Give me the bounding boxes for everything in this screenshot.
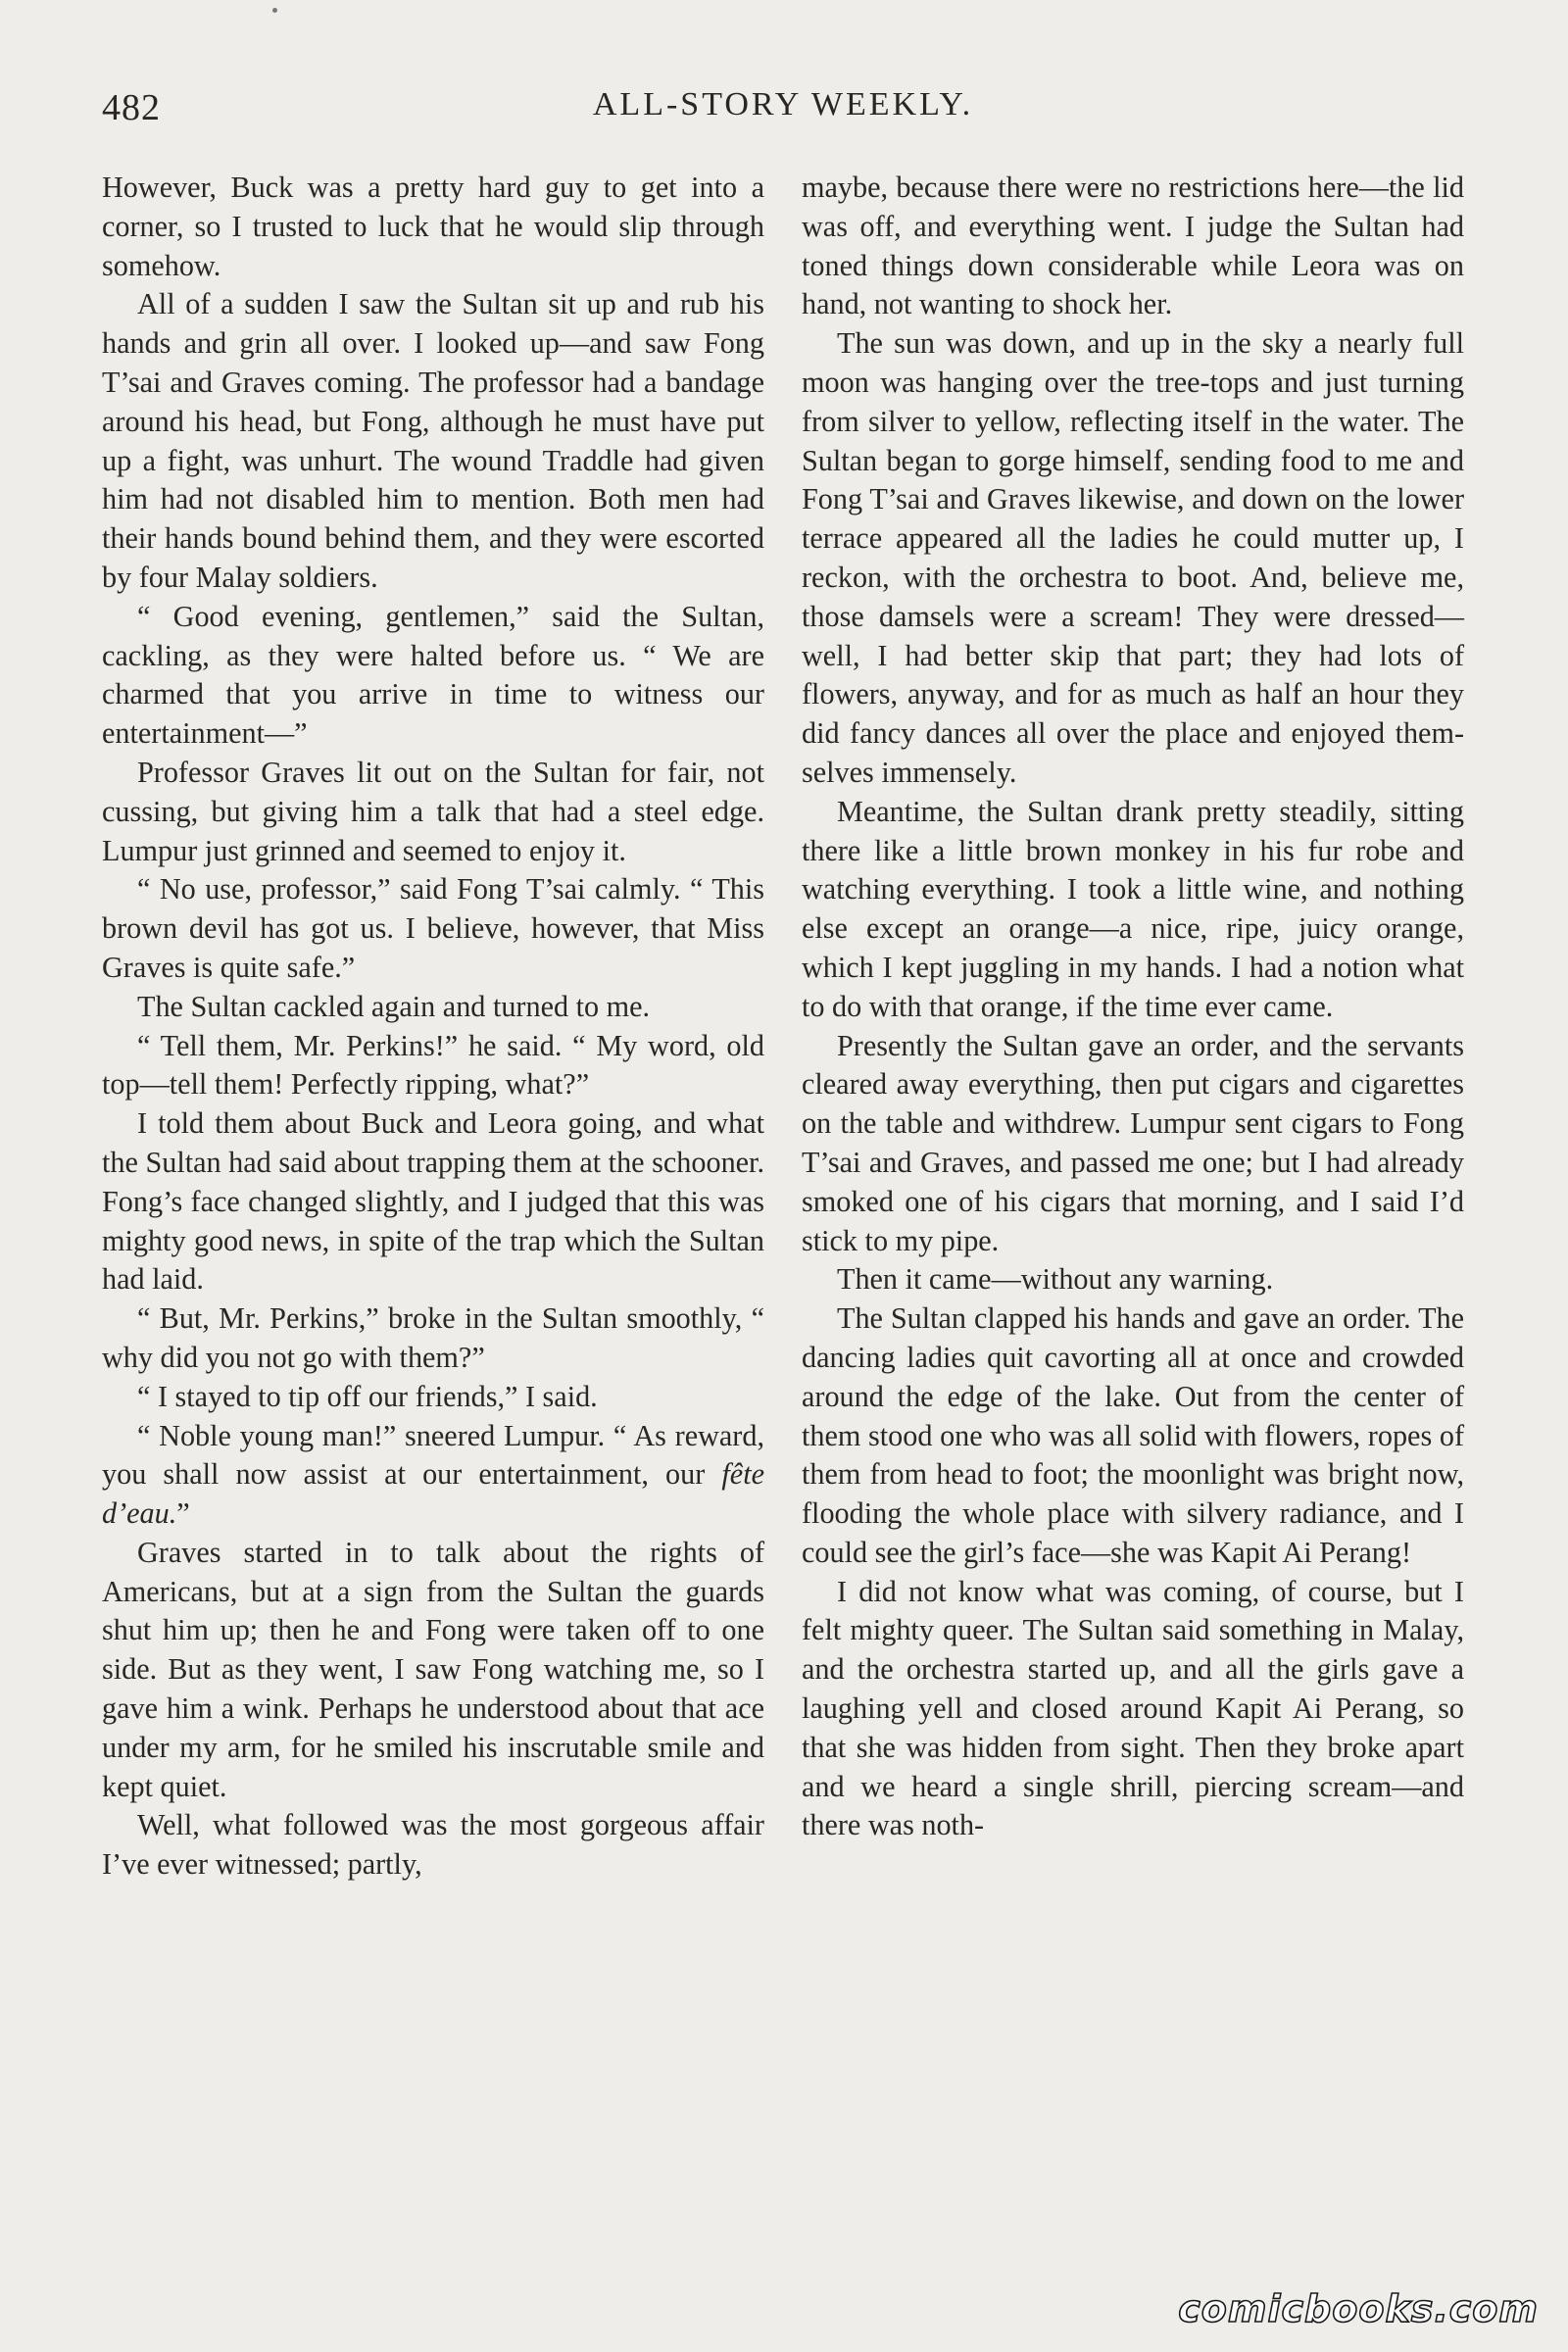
paragraph — [802, 1573, 1464, 1846]
paragraph-text: “ Good evening, gentlemen,” said the Sultan, cackling, as they were halted before us. “ We are charmed that you arrive in time to witness our entertainment—” — [102, 599, 764, 751]
paragraph — [102, 169, 764, 285]
page-header — [102, 86, 1464, 145]
paragraph — [802, 1260, 1464, 1299]
paragraph — [102, 1299, 764, 1378]
paragraph-text: Then it came—without any warning. — [837, 1262, 1274, 1297]
text-columns — [102, 169, 1464, 2256]
paragraph-text: “ I stayed to tip off our friends,” I said. — [137, 1379, 598, 1413]
paragraph-text: The Sultan clapped his hands and gave an order. The dancing ladies quit cavorting all at once and crowded around the edge of the lake. Out from the center of them stood one who was all solid with flowers, ropes of them from head to foot; the moonlight was bright now, flooding the whole place with silvery radiance, and I could see the girl’s face—she was Kapit Ai Perang! — [802, 1301, 1464, 1569]
paragraph — [802, 324, 1464, 793]
paragraph-text: “ Tell them, Mr. Perkins!” he said. “ My word, old top—tell them! Perfectly ripping, what?” — [102, 1028, 764, 1102]
right-column — [802, 169, 1464, 2256]
paragraph — [102, 598, 764, 754]
paragraph — [102, 754, 764, 870]
italic-phrase: fête d’eau. — [102, 1457, 764, 1531]
print-speck — [272, 8, 277, 13]
paragraph — [102, 870, 764, 987]
page-number: 482 — [102, 87, 161, 128]
paragraph — [102, 1534, 764, 1807]
paragraph-text: maybe, because there were no restrictions here—the lid was off, and everything went. I judge the Sultan had toned things down considerable while Leora was on hand, not wanting to shock her. — [802, 171, 1464, 321]
left-column — [102, 169, 764, 2256]
paragraph-text: “ Noble young man!” sneered Lumpur. “ As reward, you shall now assist at our entertainment, our — [102, 1418, 764, 1492]
paragraph — [802, 1027, 1464, 1261]
paragraph — [102, 1417, 764, 1534]
paragraph — [102, 1378, 764, 1417]
paragraph-text: “ But, Mr. Perkins,” broke in the Sultan smoothly, “ why did you not go with them?” — [102, 1301, 764, 1374]
paragraph — [102, 1806, 764, 1885]
paragraph-text: The Sultan cackled again and turned to me. — [137, 989, 651, 1023]
paragraph — [102, 988, 764, 1027]
paragraph-text: Professor Graves lit out on the Sultan for fair, not cussing, but giving him a talk that had a steel edge. Lumpur just grinned and seemed to enjoy it. — [102, 755, 764, 867]
closing-quote: ” — [176, 1496, 190, 1531]
paragraph-text: “ No use, professor,” said Fong T’sai calmly. “ This brown devil has got us. I believe, however, that Miss Graves is quite safe.” — [102, 872, 764, 984]
paragraph-text: All of a sudden I saw the Sultan sit up and rub his hands and grin all over. I looked up—and saw Fong T’sai and Graves coming. The professor had a bandage around his head, but Fong, although he must have put up a fight, was unhurt. The wound Traddle had given him had not disabled him to mention. Both men had their hands bound behind them, and they were escorted by four Malay soldiers. — [102, 287, 764, 594]
paragraph — [102, 1027, 764, 1105]
paragraph-text: However, Buck was a pretty hard guy to get into a corner, so I trusted to luck that he would slip through somehow. — [102, 171, 764, 282]
paragraph — [802, 169, 1464, 324]
paragraph-text: Meantime, the Sultan drank pretty steadily, sitting there like a little brown monkey in his fur robe and watching everything. I took a little wine, and nothing else except an orange—a nice, ripe, juicy orange, which I kept juggling in my hands. I had a notion what to do with that orange, if the time ever came. — [802, 794, 1464, 1023]
paragraph-text: Presently the Sultan gave an order, and the servants cleared away everything, then put cigars and cigarettes on the table and withdrew. Lumpur sent cigars to Fong T’sai and Graves, and passed me one; but I had already smoked one of his cigars that morning, and I said I’d stick to my pipe. — [802, 1028, 1464, 1257]
paragraph — [102, 285, 764, 597]
paragraph-text: I did not know what was coming, of course, but I felt mighty queer. The Sultan said something in Malay, and the orchestra started up, and all the girls gave a laughing yell and closed around Kapit Ai Perang, so that she was hidden from sight. Then they broke apart and we heard a single shrill, piercing scream—and there was noth- — [802, 1574, 1464, 1842]
paragraph-text: The sun was down, and up in the sky a nearly full moon was hanging over the tree-tops and just turning from silver to yellow, reflecting itself in the water. The Sultan began to gorge himself, sending food to me and Fong T’sai and Graves likewise, and down on the lower terrace appeared all the ladies he could mutter up, I reckon, with the orchestra to boot. And, believe me, those damsels were a scream! They were dressed—well, I had better skip that part; they had lots of flowers, anyway, and for as much as half an hour they did fancy dances all over the place and enjoyed themselves immensely. — [802, 326, 1464, 789]
watermark-logo: comicbooks.com — [1178, 2287, 1539, 2330]
paragraph-text: Well, what followed was the most gorgeous affair I’ve ever witnessed; partly, — [102, 1808, 764, 1882]
paragraph — [802, 1299, 1464, 1573]
paragraph — [802, 793, 1464, 1027]
paragraph — [102, 1104, 764, 1299]
paragraph-text: I told them about Buck and Leora going, and what the Sultan had said about trapping them at the schooner. Fong’s face changed slightly, and I judged that this was mighty good news, in spite of the trap which the Sultan had laid. — [102, 1106, 764, 1297]
running-head: ALL-STORY WEEKLY. — [592, 86, 974, 122]
paragraph-text: Graves started in to talk about the rights of Americans, but at a sign from the Sultan the guards shut him up; then he and Fong were taken off to one side. But as they went, I saw Fong watching me, so I gave him a wink. Perhaps he understood about that ace under my arm, for he smiled his inscrutable smile and kept quiet. — [102, 1535, 764, 1803]
